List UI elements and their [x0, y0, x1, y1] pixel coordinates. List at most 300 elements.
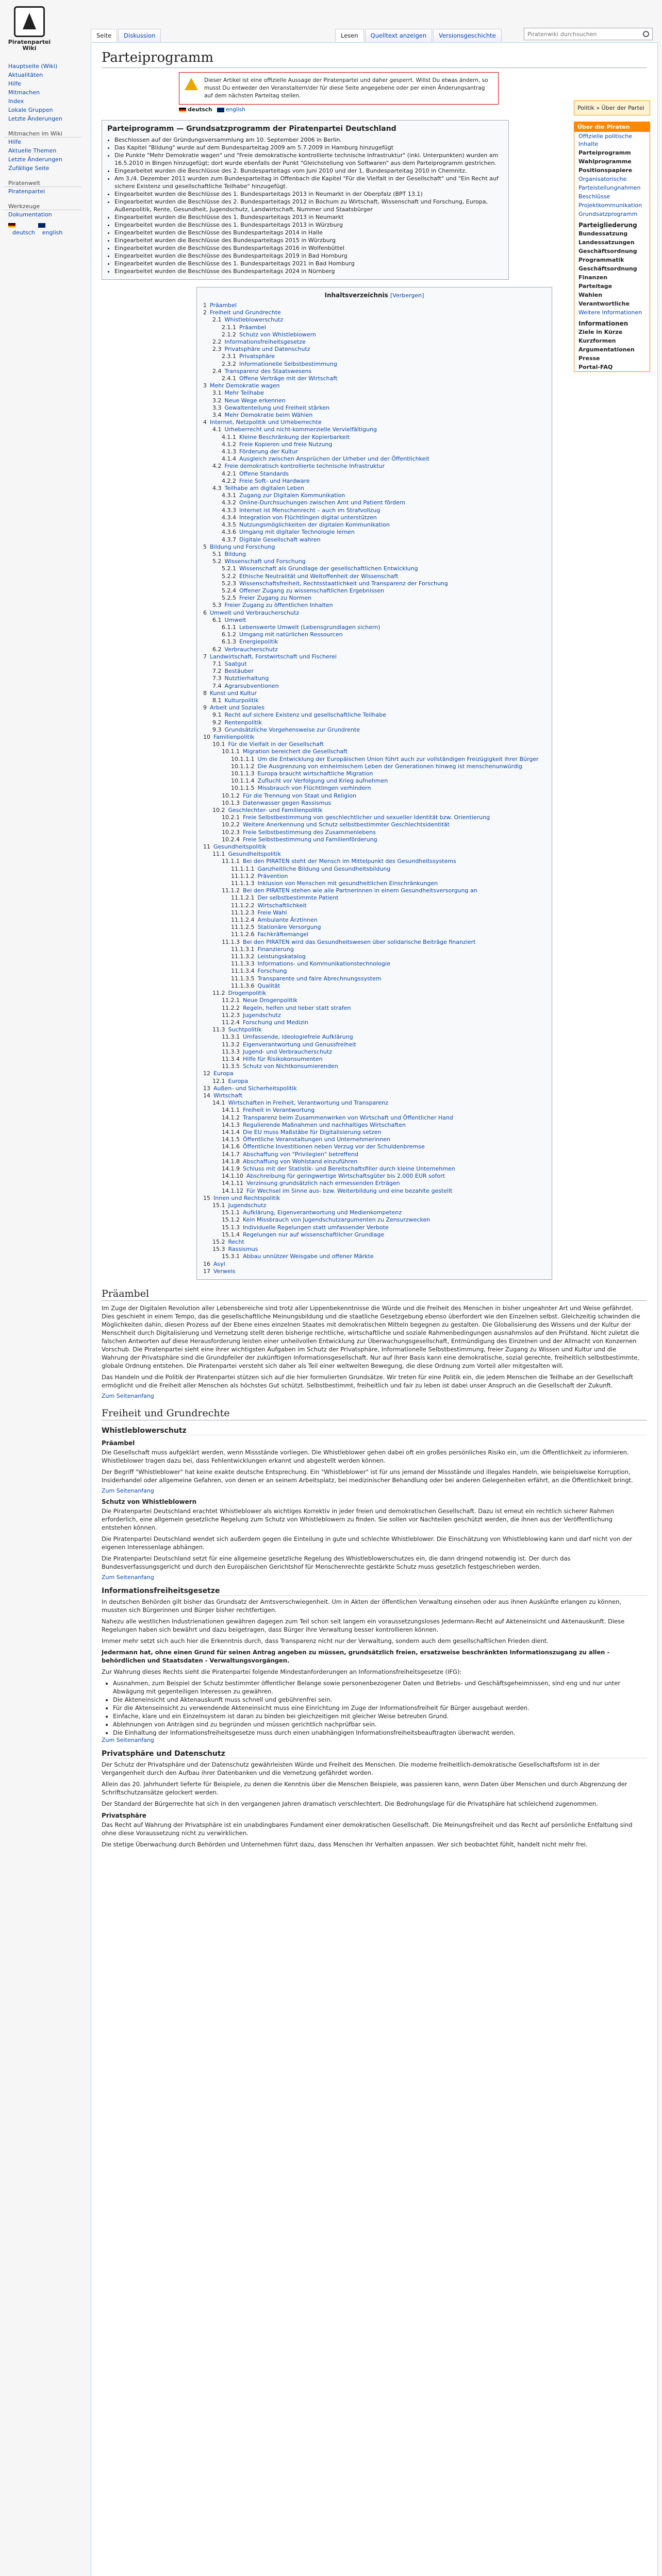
toc-link[interactable]: Wissenschaft als Grundlage der gesellschaftlichen Entwicklung [239, 565, 418, 572]
toc-entry[interactable] [203, 353, 545, 360]
toc-entry[interactable] [203, 544, 545, 551]
toc-entry[interactable] [203, 646, 545, 653]
toc-entry[interactable] [203, 946, 545, 953]
toc-entry[interactable] [203, 1180, 545, 1187]
toc-link[interactable]: Nutzungsmöglichkeiten der digitalen Kommunikation [239, 521, 390, 529]
toc-link[interactable]: Suchtpolitik [228, 1026, 262, 1033]
toc-entry[interactable] [203, 975, 545, 982]
toc-link[interactable]: Umgang mit digitaler Technologie lernen [239, 529, 355, 536]
sidebar-link[interactable]: Aktualitäten [8, 72, 43, 78]
toc-entry[interactable] [203, 1165, 545, 1173]
toc-entry[interactable] [203, 346, 545, 353]
toc-link[interactable]: Recht auf sichere Existenz und gesellschaftliche Teilhabe [224, 711, 386, 719]
toc-link[interactable]: Offene Standards [239, 470, 289, 477]
sidebar-link[interactable]: Dokumentation [8, 211, 52, 218]
toc-link[interactable]: Mehr Demokratie beim Wählen [224, 412, 313, 419]
toc-entry[interactable] [203, 580, 545, 587]
toc-link[interactable]: Agrarsubventionen [224, 682, 279, 689]
party-nav-link[interactable]: Presse [578, 355, 600, 362]
toc-link[interactable]: Kulturpolitik [224, 697, 259, 704]
toc-entry[interactable] [203, 734, 545, 741]
toc-entry[interactable] [203, 1099, 545, 1107]
party-nav-link[interactable]: Organisatorische [578, 176, 627, 182]
toc-entry[interactable] [203, 697, 545, 704]
toc-entry[interactable] [203, 302, 545, 309]
toc-entry[interactable] [203, 492, 545, 499]
party-nav-link[interactable]: Landessatzungen [578, 239, 635, 246]
toc-link[interactable]: Wissenschaft und Forschung [224, 558, 306, 565]
toc-entry[interactable] [203, 858, 545, 865]
toc-link[interactable]: Freiheit und Grundrechte [210, 309, 281, 316]
toc-entry[interactable] [203, 939, 545, 946]
toc-entry[interactable] [203, 968, 545, 975]
toc-link[interactable]: Finanzierung [257, 945, 294, 953]
toc-entry[interactable] [203, 521, 545, 529]
toc-link[interactable]: Abschaffung von Wohlstand einzuführen [243, 1158, 358, 1165]
toc-link[interactable]: Regeln, helfen und lieber statt strafen [243, 1004, 351, 1011]
toc-link[interactable]: Europa braucht wirtschaftliche Migration [257, 770, 373, 777]
toc-entry[interactable] [203, 507, 545, 514]
party-nav-link[interactable]: Geschäftsordnung [578, 248, 637, 255]
toc-entry[interactable] [203, 726, 545, 734]
toc-link[interactable]: Aufklärung, Eigenverantwortung und Medienkompetenz [243, 1209, 402, 1216]
toc-entry[interactable] [203, 638, 545, 646]
toc-entry[interactable] [203, 800, 545, 807]
toc-link[interactable]: Abbau unnützer Weisgabe und offener Märkte [243, 1253, 374, 1260]
toc-link[interactable]: Freier Zugang zu Normen [239, 595, 312, 602]
toc-link[interactable]: Präambel [239, 324, 266, 331]
toc-entry[interactable] [203, 748, 545, 755]
toc-link[interactable]: Energiepolitik [239, 638, 278, 646]
toc-link[interactable]: Öffentliche Investitionen neben Verzug vor der Schuldenbremse [243, 1143, 425, 1150]
toc-entry[interactable] [203, 1122, 545, 1129]
toc-entry[interactable] [203, 389, 545, 397]
toc-entry[interactable] [203, 668, 545, 675]
toc-link[interactable]: Internet, Netzpolitik und Urheberrechte [210, 419, 322, 426]
toc-entry[interactable] [203, 763, 545, 770]
toc-link[interactable]: Neue Drogenpolitik [243, 997, 297, 1004]
toc-entry[interactable] [203, 368, 545, 375]
toc-entry[interactable] [203, 1070, 545, 1077]
toc-link[interactable]: Online-Durchsuchungen zwischen Amt und Patient fördern [239, 499, 406, 506]
toc-entry[interactable] [203, 331, 545, 338]
toc-link[interactable]: Teilhabe am digitalen Leben [224, 485, 304, 492]
toc-link[interactable]: Stationäre Versorgung [257, 924, 321, 931]
toc-link[interactable]: Digitale Gesellschaft wahren [239, 536, 321, 543]
toc-link[interactable]: Die EU muss Maßstäbe für Digitalisierung setzen [243, 1128, 382, 1136]
toc-entry[interactable] [203, 1151, 545, 1158]
tab-talk[interactable]: Diskussion [118, 29, 161, 42]
toc-entry[interactable] [203, 756, 545, 763]
toc-link[interactable]: Europa [213, 1070, 234, 1077]
toc-link[interactable]: Bildung [224, 550, 246, 557]
toc-entry[interactable] [203, 309, 545, 316]
toc-link[interactable]: Jugendschutz [243, 1011, 281, 1019]
toc-entry[interactable] [203, 551, 545, 558]
toc-link[interactable]: Landwirtschaft, Forstwirtschaft und Fischerei [210, 653, 337, 660]
party-nav-link[interactable]: Argumentationen [578, 346, 635, 353]
toc-link[interactable]: Verweis [213, 1267, 236, 1275]
back-to-top-link[interactable]: Zum Seitenanfang [102, 1393, 154, 1400]
toc-entry[interactable] [203, 990, 545, 997]
toc-entry[interactable] [203, 375, 545, 382]
toc-link[interactable]: Bei den PIRATEN steht der Mensch im Mittelpunkt des Gesundheitssystems [243, 858, 456, 865]
toc-entry[interactable] [203, 792, 545, 800]
toc-link[interactable]: Bildung und Forschung [210, 543, 275, 550]
toc-link[interactable]: Europa [228, 1077, 249, 1084]
toc-entry[interactable] [203, 602, 545, 609]
party-nav-link[interactable]: Beschlüsse [578, 193, 610, 200]
toc-link[interactable]: Mehr Teilhabe [224, 389, 264, 397]
toc-link[interactable]: Förderung der Kultur [239, 448, 298, 455]
toc-entry[interactable] [203, 1048, 545, 1056]
tab-view-source[interactable]: Quelltext anzeigen [365, 29, 432, 42]
toc-entry[interactable] [203, 1012, 545, 1019]
toc-link[interactable]: Transparenz beim Zusammenwirken von Wirtschaft und Öffentlicher Hand [243, 1114, 453, 1121]
toc-entry[interactable] [203, 843, 545, 851]
sidebar-link[interactable]: Letzte Änderungen [8, 115, 62, 122]
toc-entry[interactable] [203, 704, 545, 711]
toc-entry[interactable] [203, 1129, 545, 1136]
toc-entry[interactable] [203, 485, 545, 492]
toc-entry[interactable] [203, 894, 545, 902]
toc-entry[interactable] [203, 683, 545, 690]
toc-link[interactable]: Freie Soft- und Hardware [239, 477, 310, 484]
toc-link[interactable]: Leistungskatalog [257, 953, 306, 960]
party-nav-link[interactable]: Parteistellungnahmen [578, 184, 641, 191]
toc-entry[interactable] [203, 587, 545, 595]
toc-entry[interactable] [203, 924, 545, 931]
party-nav-link[interactable]: Parteiprogramm [578, 149, 631, 156]
toc-link[interactable]: Präambel [210, 302, 237, 309]
party-nav-link[interactable]: Parteitage [578, 283, 613, 290]
toc-entry[interactable] [203, 1239, 545, 1246]
toc-entry[interactable] [203, 660, 545, 668]
search-icon[interactable] [643, 31, 649, 37]
toc-entry[interactable] [203, 653, 545, 660]
toc-entry[interactable] [203, 361, 545, 368]
lang-de-link[interactable]: deutsch [12, 229, 35, 236]
toc-link[interactable]: Forschung [257, 968, 287, 975]
toc-link[interactable]: Freie Selbstbestimmung von geschlechtlicher und sexueller Identität bzw. Orientierung [243, 814, 490, 821]
toc-link[interactable]: Für die Vielfalt in der Gesellschaft [228, 741, 324, 748]
toc-entry[interactable] [203, 324, 545, 331]
toc-link[interactable]: Informations- und Kommunikationstechnologie [257, 960, 390, 968]
toc-entry[interactable] [203, 558, 545, 565]
party-nav-link[interactable]: Bundessatzung [578, 230, 628, 237]
toc-entry[interactable] [203, 770, 545, 777]
toc-entry[interactable] [203, 478, 545, 485]
sidebar-link[interactable]: Aktuelle Themen [8, 147, 57, 154]
toc-link[interactable]: Um die Entwicklung der Europäischen Union führt auch zur vollständigen Freizügigkeit ihrer Bürger [257, 755, 539, 762]
toc-entry[interactable] [203, 982, 545, 990]
toc-link[interactable]: Bestäuber [224, 668, 254, 675]
toc-link[interactable]: Lebenswerte Umwelt (Lebensgrundlagen sichern) [239, 623, 380, 631]
toc-link[interactable]: Inklusion von Menschen mit gesundheitlichen Einschränkungen [257, 880, 438, 887]
toc-entry[interactable] [203, 595, 545, 602]
toc-link[interactable]: Umwelt [224, 616, 246, 623]
toc-entry[interactable] [203, 785, 545, 792]
toc-entry[interactable] [203, 1216, 545, 1224]
toc-entry[interactable] [203, 470, 545, 478]
toc-entry[interactable] [203, 1041, 545, 1048]
toc-entry[interactable] [203, 455, 545, 463]
toc-link[interactable]: Ganzheitliche Bildung und Gesundheitsbildung [257, 865, 391, 872]
toc-entry[interactable] [203, 836, 545, 843]
toc-entry[interactable] [203, 1136, 545, 1143]
toc-link[interactable]: Individuelle Regelungen statt umfassender Verbote [243, 1224, 389, 1231]
toc-entry[interactable] [203, 419, 545, 426]
tab-read[interactable]: Lesen [335, 29, 364, 42]
toc-link[interactable]: Kleine Beschränkung der Kopierbarkeit [239, 433, 350, 440]
toc-entry[interactable] [203, 741, 545, 748]
toc-entry[interactable] [203, 441, 545, 448]
toc-link[interactable]: Transparenz des Staatswesens [224, 367, 312, 375]
toc-entry[interactable] [203, 514, 545, 521]
toc-entry[interactable] [203, 1261, 545, 1268]
toc-link[interactable]: Für Wechsel im Sinne aus- bzw. Weiterbildung und eine bezahlte gestellt [246, 1187, 453, 1194]
toc-link[interactable]: Jugendschutz [228, 1201, 267, 1209]
party-nav-link[interactable]: Weitere Informationen [578, 309, 642, 316]
toc-entry[interactable] [203, 931, 545, 938]
toc-link[interactable]: Grundsätzliche Vorgehensweise zur Grundrente [224, 726, 360, 733]
tab-article[interactable]: Seite [91, 29, 117, 42]
toc-entry[interactable] [203, 1026, 545, 1033]
toc-link[interactable]: Schluss mit der Statistik- und Bereitschaftsfiller durch kleine Unternehmen [243, 1165, 455, 1172]
toc-link[interactable]: Schutz von Nichtkonsumierenden [243, 1063, 338, 1070]
toc-link[interactable]: Familienpolitik [213, 733, 255, 740]
toc-link[interactable]: Verbraucherschutz [224, 646, 278, 653]
sidebar-link[interactable]: Hauptseite (Wiki) [8, 63, 58, 70]
toc-link[interactable]: Forschung und Medizin [243, 1019, 308, 1026]
toc-link[interactable]: Wirtschaften in Freiheit, Verantwortung und Transparenz [228, 1099, 388, 1107]
toc-entry[interactable] [203, 573, 545, 580]
toc-link[interactable]: Öffentliche Veranstaltungen und Unternehmerinnen [243, 1136, 390, 1143]
toc-entry[interactable] [203, 382, 545, 389]
toc-entry[interactable] [203, 873, 545, 880]
sidebar-link[interactable]: Hilfe [8, 139, 22, 145]
toc-entry[interactable] [203, 565, 545, 572]
party-nav-link[interactable]: Finanzen [578, 274, 608, 281]
toc-entry[interactable] [203, 617, 545, 624]
search-input[interactable] [527, 31, 641, 38]
toc-link[interactable]: Whistleblowerschutz [224, 316, 284, 324]
toc-entry[interactable] [203, 1173, 545, 1180]
toc-entry[interactable] [203, 631, 545, 638]
party-nav-link[interactable]: Ziele in Kürze [578, 329, 623, 335]
toc-entry[interactable] [203, 434, 545, 441]
toc-entry[interactable] [203, 719, 545, 726]
toc-link[interactable]: Regelungen nur auf wissenschaftlicher Grundlage [243, 1231, 385, 1238]
toc-link[interactable]: Kein Missbrauch von Jugendschutzargumenten zu Zensurzwecken [243, 1216, 431, 1224]
toc-link[interactable]: Transparente und faire Abrechnungssystem [257, 975, 382, 982]
party-nav-link[interactable]: Projektkommunikation [578, 202, 642, 209]
toc-link[interactable]: Recht [228, 1239, 244, 1245]
toc-link[interactable]: Privatsphäre [239, 353, 275, 360]
toc-entry[interactable] [203, 499, 545, 506]
toc-entry[interactable] [203, 1253, 545, 1260]
toc-link[interactable]: Der selbstbestimmte Patient [257, 894, 339, 902]
toc-link[interactable]: Zugang zur Digitalen Kommunikation [239, 492, 345, 499]
toc-link[interactable]: Die Ausgrenzung von einheimischem Leben der Generationen hinweg ist menschenunwürdig [257, 762, 522, 770]
party-nav-link[interactable]: Portal-FAQ [578, 364, 613, 370]
toc-link[interactable]: Weitere Anerkennung und Schutz selbstbestimmter Geschlechtsidentität [243, 821, 450, 828]
toc-entry[interactable] [203, 1005, 545, 1012]
toc-link[interactable]: Gesundheitspolitik [228, 851, 281, 858]
back-to-top-link[interactable]: Zum Seitenanfang [102, 1487, 154, 1495]
toc-hide-toggle[interactable]: [Verbergen] [390, 292, 424, 299]
toc-link[interactable]: Offener Zugang zu wissenschaftlichen Ergebnissen [239, 587, 385, 594]
toc-link[interactable]: Für die Trennung von Staat und Religion [243, 792, 357, 799]
party-nav-link[interactable]: Programmatik [578, 257, 624, 263]
toc-entry[interactable] [203, 1019, 545, 1026]
toc-entry[interactable] [203, 777, 545, 785]
sidebar-link[interactable]: Lokale Gruppen [8, 107, 53, 113]
lang-de[interactable] [8, 222, 35, 237]
toc-entry[interactable] [203, 338, 545, 346]
toc-entry[interactable] [203, 1063, 545, 1070]
sidebar-link[interactable]: Mitmachen [8, 89, 40, 96]
toc-link[interactable]: Qualität [257, 982, 280, 989]
toc-link[interactable]: Bei den PIRATEN stehen wie alle Partnerinnen in einem Gesundheitsversorgung an [243, 887, 477, 894]
toc-entry[interactable] [203, 1114, 545, 1122]
toc-link[interactable]: Freiheit in Verantwortung [243, 1107, 315, 1114]
party-nav-link[interactable]: Verantwortliche [578, 300, 630, 307]
toc-entry[interactable] [203, 1158, 545, 1165]
toc-entry[interactable] [203, 1188, 545, 1195]
toc-link[interactable]: Mehr Demokratie wagen [210, 382, 280, 389]
toc-link[interactable]: Migration bereichert die Gesellschaft [243, 748, 348, 755]
toc-link[interactable]: Kunst und Kultur [210, 689, 257, 697]
toc-link[interactable]: Abschreibung für geringwertige Wirtschaftsgüter bis 2.000 EUR sofort [246, 1173, 445, 1180]
toc-entry[interactable] [203, 1078, 545, 1085]
toc-link[interactable]: Ausgleich zwischen Ansprüchen der Urheber und der Öffentlichkeit [239, 455, 429, 463]
toc-entry[interactable] [203, 609, 545, 617]
toc-link[interactable]: Umwelt und Verbraucherschutz [210, 609, 300, 616]
toc-entry[interactable] [203, 909, 545, 917]
party-nav-link[interactable]: Wahlprogramme [578, 158, 632, 165]
toc-entry[interactable] [203, 1209, 545, 1216]
toc-entry[interactable] [203, 1107, 545, 1114]
toc-link[interactable]: Gesundheitspolitik [213, 843, 267, 851]
lang-en[interactable] [38, 222, 63, 237]
toc-entry[interactable] [203, 1202, 545, 1209]
party-nav-link[interactable]: Offizielle politische Inhalte [578, 133, 632, 147]
toc-entry[interactable] [203, 1224, 545, 1231]
back-to-top-link[interactable]: Zum Seitenanfang [102, 1574, 154, 1581]
toc-link[interactable]: Freie Selbstbestimmung und Familienförderung [243, 836, 377, 843]
toc-link[interactable]: Privatsphäre und Datenschutz [224, 346, 310, 353]
toc-entry[interactable] [203, 887, 545, 894]
party-nav-link[interactable]: Positionspapiere [578, 167, 633, 174]
toc-entry[interactable] [203, 1231, 545, 1239]
toc-link[interactable]: Internet ist Menschenrecht – auch im Strafvollzug [239, 506, 380, 514]
toc-entry[interactable] [203, 997, 545, 1004]
toc-entry[interactable] [203, 1195, 545, 1202]
toc-link[interactable]: Außen- und Sicherheitspolitik [213, 1084, 297, 1092]
toc-link[interactable]: Informationsfreiheitsgesetze [224, 338, 306, 346]
toc-link[interactable]: Umfassende, ideologiefreie Aufklärung [243, 1033, 353, 1041]
toc-link[interactable]: Rentenpolitik [224, 719, 262, 726]
toc-link[interactable]: Abschaffung von "Privilegien" betreffend [243, 1150, 358, 1158]
lang-en-link[interactable]: english [42, 229, 63, 236]
toc-entry[interactable] [203, 426, 545, 433]
toc-link[interactable]: Fachkräftemangel [257, 931, 309, 938]
toc-link[interactable]: Freie demokratisch kontrollierte technische Infrastruktur [224, 463, 385, 470]
toc-entry[interactable] [203, 1056, 545, 1063]
toc-entry[interactable] [203, 624, 545, 631]
toc-entry[interactable] [203, 316, 545, 324]
toc-entry[interactable] [203, 866, 545, 873]
toc-link[interactable]: Informationelle Selbstbestimmung [239, 360, 337, 367]
toc-link[interactable]: Verzinsung grundsätzlich nach ermessenden Erträgen [246, 1180, 400, 1187]
toc-link[interactable]: Geschlechter- und Familienpolitik [228, 807, 323, 814]
toc-entry[interactable] [203, 536, 545, 544]
toc-entry[interactable] [203, 953, 545, 960]
sidebar-link[interactable]: Zufällige Seite [8, 165, 49, 172]
party-nav-link[interactable]: Kurzformen [578, 337, 616, 344]
sidebar-link[interactable]: Hilfe [8, 80, 22, 87]
toc-entry[interactable] [203, 917, 545, 924]
toc-entry[interactable] [203, 529, 545, 536]
toc-link[interactable]: Integration von Flüchtlingen digital unterstützen [239, 514, 377, 521]
toc-link[interactable]: Prävention [257, 872, 288, 879]
toc-entry[interactable] [203, 675, 545, 682]
party-nav-link[interactable]: Grundsatzprogramm [578, 211, 638, 217]
party-nav-link[interactable]: Geschäftsordnung [578, 265, 637, 272]
toc-entry[interactable] [203, 1092, 545, 1099]
toc-link[interactable]: Jugend- und Verbraucherschutz [243, 1048, 333, 1055]
toc-entry[interactable] [203, 690, 545, 697]
toc-entry[interactable] [203, 397, 545, 404]
sidebar-link[interactable]: Index [8, 98, 24, 105]
party-nav-link[interactable]: Wahlen [578, 292, 603, 298]
toc-link[interactable]: Rassismus [228, 1246, 258, 1253]
toc-link[interactable]: Datenwasser gegen Rassismus [243, 799, 332, 806]
toc-entry[interactable] [203, 821, 545, 828]
toc-entry[interactable] [203, 1143, 545, 1150]
toc-link[interactable]: Ethische Neutralität und Weltoffenheit der Wissenschaft [239, 572, 399, 580]
toc-entry[interactable] [203, 404, 545, 412]
toc-link[interactable]: Freie Kopieren und freie Nutzung [239, 440, 333, 448]
sidebar-link[interactable]: Piratenpartei [8, 188, 45, 195]
toc-link[interactable]: Bei den PIRATEN wird das Gesundheitswesen über solidarische Beiträge finanziert [243, 938, 476, 945]
toc-link[interactable]: Hilfe für Risikokonsumenten [243, 1055, 323, 1062]
toc-link[interactable]: Freie Wahl [257, 909, 287, 916]
toc-link[interactable]: Freier Zugang zu öffentlichen Inhalten [224, 602, 333, 609]
site-logo[interactable] [7, 6, 52, 58]
toc-entry[interactable] [203, 902, 545, 909]
toc-link[interactable]: Ambulante Ärztinnen [257, 917, 318, 924]
toc-entry[interactable] [203, 829, 545, 836]
toc-link[interactable]: Asyl [213, 1260, 225, 1267]
toc-link[interactable]: Freie Selbstbestimmung des Zusammenlebens [243, 828, 376, 836]
toc-entry[interactable] [203, 814, 545, 821]
toc-entry[interactable] [203, 1033, 545, 1041]
toc-link[interactable]: Neue Wege erkennen [224, 397, 286, 404]
toc-entry[interactable] [203, 711, 545, 719]
toc-link[interactable]: Missbrauch von Flüchtlingen verhindern [257, 785, 371, 792]
toc-link[interactable]: Drogenpolitik [228, 990, 267, 997]
toc-entry[interactable] [203, 1246, 545, 1253]
toc-link[interactable]: Zuflucht vor Verfolgung und Krieg aufnehmen [257, 777, 388, 785]
toc-entry[interactable] [203, 960, 545, 968]
toc-entry[interactable] [203, 807, 545, 814]
sidebar-link[interactable]: Letzte Änderungen [8, 156, 62, 163]
toc-entry[interactable] [203, 1085, 545, 1092]
toc-entry[interactable] [203, 1268, 545, 1275]
toc-link[interactable]: Wirtschaftlichkeit [257, 902, 307, 909]
